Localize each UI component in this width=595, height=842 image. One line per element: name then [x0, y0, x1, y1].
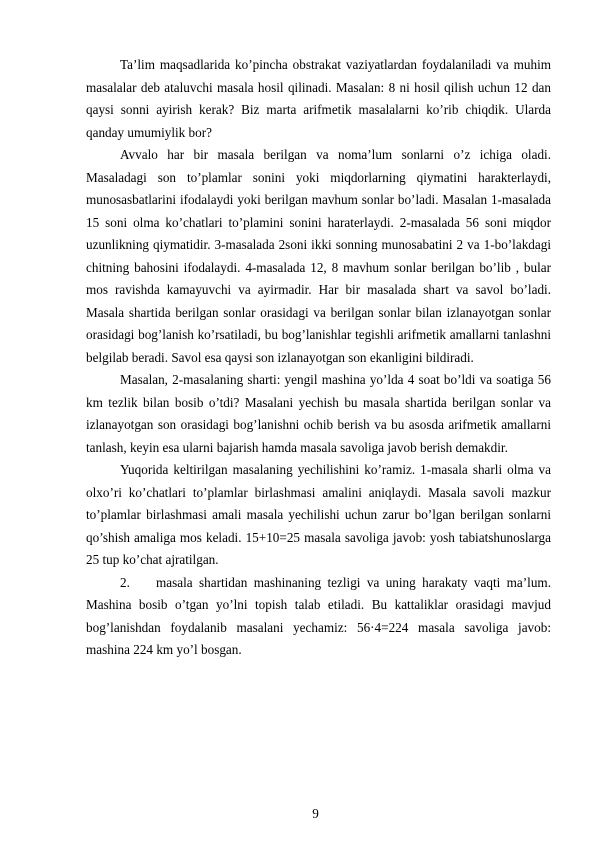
item-text: masala shartidan mashinaning tezligi va uning harakaty vaqti ma’lum. Mashina bosib o’tgan yo’lni topish talab etiladi. Bu kattaliklar orasidagi mavjud bog’lanishdan foydalanib masalani yechamiz: 56·4=224 masala savoliga javob: mashina 224 km yo’l bosgan.: [86, 574, 551, 657]
paragraph-intro: Ta’lim maqsadlarida ko’pincha obstrakat vaziyatlardan foydalaniladi va muhim masalalar deb ataluvchi masala hosil qilinadi. Masalan: 8 ni hosil qilish uchun 12 dan qaysi sonni ayirish kerak? Biz marta arifmetik masalalarni ko’rib chiqdik. Ularda qanday umumiylik bor?: [86, 57, 551, 140]
page-number: 9: [312, 806, 319, 821]
body-text: [86, 54, 551, 662]
numbered-item: [86, 572, 551, 662]
paragraph-solution-1: Yuqorida keltirilgan masalaning yechilishini ko’ramiz. 1-masala sharli olma va olxo’ri ko’chatlari to’plamlar birlashmasi amalini aniqlaydi. Masala savoli mazkur to’plamlar birlashmasi amali masala yechilishi uchun zarur bo’lgan berilgan sonlarni qo’shish amaliga mos keladi. 15+10=25 masala savoliga javob: yosh tabiatshunoslarga 25 tup ko’chat ajratilgan.: [86, 462, 551, 567]
paragraph-example: Masalan, 2-masalaning sharti: yengil mashina yo’lda 4 soat bo’ldi va soatiga 56 km tezlik bilan bosib o’tdi? Masalani yechish bu masala shartida berilgan sonlar va izlanayotgan son orasidagi bog’lanishni ochib berish va bu asosda arifmetik amallarni tanlash, keyin esa ularni bajarish hamda masala savoliga javob berish demakdir.: [86, 372, 551, 455]
paragraph-analysis: Avvalo har bir masala berilgan va noma’lum sonlarni o’z ichiga oladi. Masaladagi son to’plamlar sonini yoki miqdorlarning qiymatini harakterlaydi, munosasbatlarini ifodalaydi yoki berilgan mavhum sonlar bo’ladi. Masalan 1-masalada 15 soni olma ko’chatlari to’plamini sonini haraterlaydi. 2-masalada 56 soni miqdor uzunlikning qiymatidir. 3-masalada 2soni ikki sonning munosabatini 2 va 1-bo’lakdagi chitning bahosini ifodalaydi. 4-masalada 12, 8 mavhum sonlar berilgan bo’lib , bular mos ravishda kamayuvchi va ayirmadir. Har bir masalada shart va savol bo’ladi. Masala shartida berilgan sonlar orasidagi va berilgan sonlar bilan izlanayotgan sonlar orasidagi bog’lanish ko’rsatiladi, bu bog’lanishlar tegishli arifmetik amallarni tanlashni belgilab beradi. Savol esa qaysi son izlanayotgan son ekanligini bildiradi.: [86, 147, 551, 365]
item-number: 2.: [120, 574, 130, 590]
